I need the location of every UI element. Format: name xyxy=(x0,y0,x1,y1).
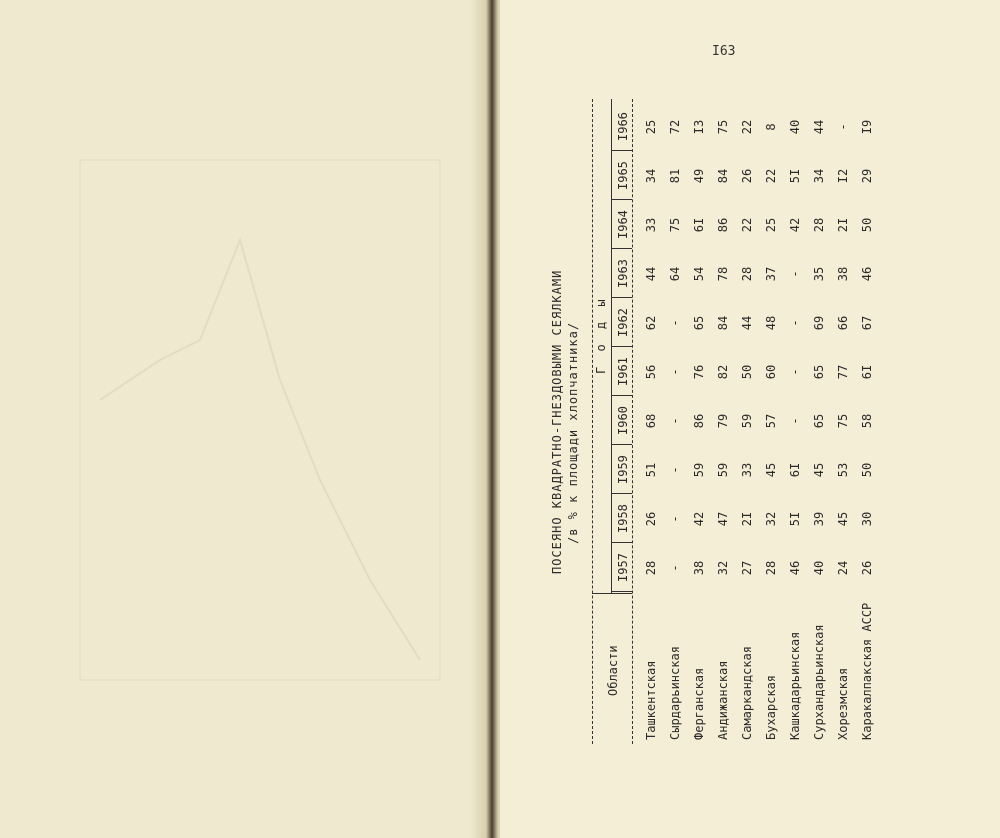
table-cell: 37 xyxy=(764,266,778,282)
table-cell: 59 xyxy=(692,462,706,478)
table-cell: I3 xyxy=(692,119,706,135)
table-cell: 6I xyxy=(860,364,874,380)
table-cell: 68 xyxy=(644,413,658,429)
table-cell: 65 xyxy=(812,364,826,380)
table-cell: 78 xyxy=(716,266,730,282)
table-cell: 62 xyxy=(644,315,658,331)
table-cell: 27 xyxy=(740,560,754,576)
table-cell: 40 xyxy=(788,119,802,135)
table-cell: 6I xyxy=(692,217,706,233)
page-number: I63 xyxy=(712,44,736,59)
year-column-separator xyxy=(612,248,632,249)
region-name: Ферганская xyxy=(692,667,706,740)
table-cell: 28 xyxy=(764,560,778,576)
table-cell: 25 xyxy=(764,217,778,233)
table-cell: 28 xyxy=(812,217,826,233)
year-header-cell: I957 xyxy=(616,553,630,582)
year-column-separator xyxy=(612,542,632,543)
table-cell: 32 xyxy=(764,511,778,527)
regions-header: Области xyxy=(606,645,620,696)
table-cell: - xyxy=(668,515,682,523)
year-header-cell: I964 xyxy=(616,210,630,239)
year-column-separator xyxy=(612,297,632,298)
year-column-separator xyxy=(612,346,632,347)
header-top-rule xyxy=(592,99,593,744)
region-name: Бухарская xyxy=(764,674,778,740)
year-header-cell: I966 xyxy=(616,112,630,141)
table-cell: - xyxy=(788,368,802,376)
region-name: Ташкентская xyxy=(644,660,658,740)
statistics-table xyxy=(548,94,968,744)
table-cell: 53 xyxy=(836,462,850,478)
table-cell: - xyxy=(668,564,682,572)
table-cell: 22 xyxy=(764,168,778,184)
table-cell: 65 xyxy=(692,315,706,331)
table-cell: - xyxy=(668,417,682,425)
table-cell: I2 xyxy=(836,168,850,184)
table-cell: 67 xyxy=(860,315,874,331)
year-header-cell: I959 xyxy=(616,455,630,484)
table-cell: 44 xyxy=(812,119,826,135)
table-cell: 34 xyxy=(644,168,658,184)
header-bottom-rule xyxy=(632,99,633,744)
table-cell: 2I xyxy=(836,217,850,233)
year-column-separator xyxy=(612,199,632,200)
table-cell: 42 xyxy=(692,511,706,527)
year-column-separator xyxy=(612,150,632,151)
year-column-separator xyxy=(612,395,632,396)
year-header-cell: I958 xyxy=(616,504,630,533)
left-page xyxy=(0,0,488,838)
table-cell: 77 xyxy=(836,364,850,380)
table-cell: 2I xyxy=(740,511,754,527)
table-cell: 33 xyxy=(644,217,658,233)
table-cell: 47 xyxy=(716,511,730,527)
region-column-divider xyxy=(592,593,632,594)
table-cell: 33 xyxy=(740,462,754,478)
table-cell: 39 xyxy=(812,511,826,527)
table-cell: 28 xyxy=(644,560,658,576)
years-header: Г о д ы xyxy=(594,295,608,374)
table-cell: - xyxy=(668,319,682,327)
table-cell: 46 xyxy=(860,266,874,282)
table-cell: 40 xyxy=(812,560,826,576)
year-header-cell: I962 xyxy=(616,308,630,337)
table-cell: 58 xyxy=(860,413,874,429)
table-cell: 48 xyxy=(764,315,778,331)
table-cell: 24 xyxy=(836,560,850,576)
bleed-through-graph xyxy=(40,60,470,760)
table-cell: 38 xyxy=(692,560,706,576)
table-cell: - xyxy=(788,270,802,278)
table-cell: 28 xyxy=(740,266,754,282)
region-name: Кашкадарьинская xyxy=(788,631,802,740)
table-cell: 26 xyxy=(644,511,658,527)
year-column-separator xyxy=(612,493,632,494)
year-header-cell: I965 xyxy=(616,161,630,190)
table-subtitle: /в % к площади хлопчатника/ xyxy=(566,321,580,544)
region-name: Сурхандарьинская xyxy=(812,624,826,740)
table-cell: - xyxy=(788,319,802,327)
table-cell: 66 xyxy=(836,315,850,331)
year-header-cell: I960 xyxy=(616,406,630,435)
table-cell: 84 xyxy=(716,315,730,331)
region-name: Андижанская xyxy=(716,660,730,740)
table-cell: 50 xyxy=(740,364,754,380)
table-cell: - xyxy=(668,466,682,474)
table-cell: 30 xyxy=(860,511,874,527)
table-cell: 86 xyxy=(716,217,730,233)
table-cell: 44 xyxy=(740,315,754,331)
year-header-cell: I961 xyxy=(616,357,630,386)
table-cell: 34 xyxy=(812,168,826,184)
year-column-separator xyxy=(612,591,632,592)
region-name: Самаркандская xyxy=(740,646,754,740)
table-cell: 75 xyxy=(716,119,730,135)
table-cell: 26 xyxy=(740,168,754,184)
table-cell: 51 xyxy=(644,462,658,478)
table-cell: 5I xyxy=(788,168,802,184)
table-cell: 69 xyxy=(812,315,826,331)
region-name: Сырдарьинская xyxy=(668,646,682,740)
table-cell: 59 xyxy=(740,413,754,429)
table-cell: - xyxy=(836,123,850,131)
table-cell: 6I xyxy=(788,462,802,478)
region-name: Каракалпакская АССР xyxy=(860,602,874,740)
table-cell: 32 xyxy=(716,560,730,576)
table-cell: 60 xyxy=(764,364,778,380)
table-cell: 45 xyxy=(836,511,850,527)
table-cell: - xyxy=(788,417,802,425)
year-column-separator xyxy=(612,444,632,445)
table-cell: 35 xyxy=(812,266,826,282)
table-cell: 81 xyxy=(668,168,682,184)
table-cell: 45 xyxy=(812,462,826,478)
table-cell: 57 xyxy=(764,413,778,429)
table-cell: 86 xyxy=(692,413,706,429)
table-cell: 72 xyxy=(668,119,682,135)
table-cell: 45 xyxy=(764,462,778,478)
table-cell: 42 xyxy=(788,217,802,233)
table-cell: 54 xyxy=(692,266,706,282)
table-cell: 22 xyxy=(740,119,754,135)
table-cell: 76 xyxy=(692,364,706,380)
table-title: ПОСЕЯНО КВАДРАТНО-ГНЕЗДОВЫМИ СЕЯЛКАМИ xyxy=(550,269,564,574)
table-cell: 65 xyxy=(812,413,826,429)
table-cell: 8 xyxy=(764,123,778,131)
table-cell: 49 xyxy=(692,168,706,184)
table-cell: 25 xyxy=(644,119,658,135)
table-cell: 5I xyxy=(788,511,802,527)
table-cell: 64 xyxy=(668,266,682,282)
table-cell: 56 xyxy=(644,364,658,380)
table-cell: 75 xyxy=(836,413,850,429)
table-cell: 59 xyxy=(716,462,730,478)
table-cell: 46 xyxy=(788,560,802,576)
table-cell: 44 xyxy=(644,266,658,282)
table-cell: 29 xyxy=(860,168,874,184)
year-header-cell: I963 xyxy=(616,259,630,288)
table-cell: I9 xyxy=(860,119,874,135)
region-name: Хорезмская xyxy=(836,667,850,740)
table-cell: 22 xyxy=(740,217,754,233)
table-cell: 82 xyxy=(716,364,730,380)
table-cell: 79 xyxy=(716,413,730,429)
table-cell: 84 xyxy=(716,168,730,184)
table-cell: 50 xyxy=(860,462,874,478)
table-cell: 50 xyxy=(860,217,874,233)
table-cell: 38 xyxy=(836,266,850,282)
table-cell: - xyxy=(668,368,682,376)
table-cell: 75 xyxy=(668,217,682,233)
table-cell: 26 xyxy=(860,560,874,576)
